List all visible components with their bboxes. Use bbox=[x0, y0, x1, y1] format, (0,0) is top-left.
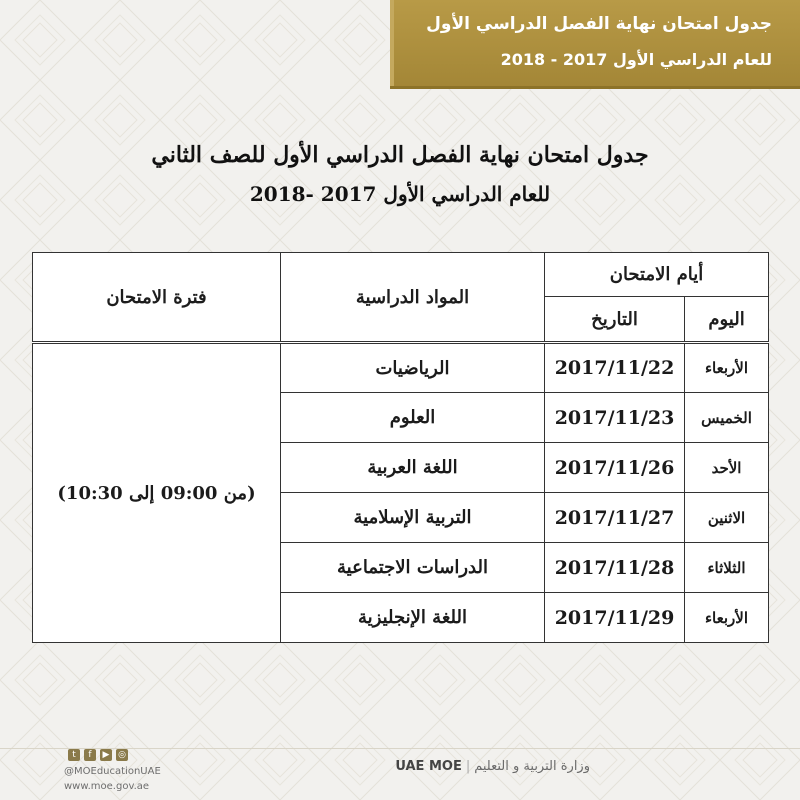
row-day: الأربعاء bbox=[685, 593, 769, 643]
row-date: 2017/11/28 bbox=[545, 543, 685, 593]
exam-schedule-table bbox=[32, 252, 769, 643]
header-subjects: المواد الدراسية bbox=[281, 253, 545, 343]
exam-period-value: (من 09:00 إلى 10:30) bbox=[57, 482, 256, 504]
row-day: الاثنين bbox=[685, 493, 769, 543]
row-subject: اللغة الإنجليزية bbox=[281, 593, 545, 643]
website-link[interactable]: www.moe.gov.ae bbox=[64, 781, 150, 792]
social-links bbox=[68, 749, 128, 761]
banner-subtitle: للعام الدراسي الأول 2017 - 2018 bbox=[500, 50, 772, 69]
youtube-icon[interactable]: ▶ bbox=[100, 749, 112, 761]
instagram-icon[interactable]: ◎ bbox=[116, 749, 128, 761]
row-date: 2017/11/29 bbox=[545, 593, 685, 643]
row-subject: التربية الإسلامية bbox=[281, 493, 545, 543]
header-exam-days: أيام الامتحان bbox=[545, 253, 769, 297]
social-handle[interactable]: @MOEducationUAE bbox=[64, 766, 161, 777]
row-day: الثلاثاء bbox=[685, 543, 769, 593]
row-day: الأحد bbox=[685, 443, 769, 493]
row-subject: اللغة العربية bbox=[281, 443, 545, 493]
header-day: اليوم bbox=[685, 297, 769, 343]
header-banner bbox=[390, 0, 800, 88]
exam-period-cell bbox=[33, 343, 281, 643]
row-date: 2017/11/22 bbox=[545, 343, 685, 393]
banner-divider bbox=[390, 86, 800, 89]
header-date: التاريخ bbox=[545, 297, 685, 343]
brand-separator: | bbox=[465, 759, 471, 774]
row-date: 2017/11/26 bbox=[545, 443, 685, 493]
row-subject: الدراسات الاجتماعية bbox=[281, 543, 545, 593]
header-period: فترة الامتحان bbox=[33, 253, 281, 343]
row-day: الخميس bbox=[685, 393, 769, 443]
row-date: 2017/11/23 bbox=[545, 393, 685, 443]
page-title: جدول امتحان نهاية الفصل الدراسي الأول للصف الثاني bbox=[151, 142, 649, 168]
row-subject: العلوم bbox=[281, 393, 545, 443]
banner-title: جدول امتحان نهاية الفصل الدراسي الأول bbox=[426, 14, 772, 34]
ministry-brand bbox=[395, 759, 590, 774]
row-date: 2017/11/27 bbox=[545, 493, 685, 543]
moe-logo-text: UAE MOE bbox=[395, 759, 462, 774]
banner-accent bbox=[390, 0, 394, 88]
row-subject: الرياضيات bbox=[281, 343, 545, 393]
facebook-icon[interactable]: f bbox=[84, 749, 96, 761]
ministry-name: وزارة التربية و التعليم bbox=[474, 759, 590, 774]
table-row bbox=[33, 343, 769, 393]
twitter-icon[interactable]: t bbox=[68, 749, 80, 761]
row-day: الأربعاء bbox=[685, 343, 769, 393]
page-subtitle: للعام الدراسي الأول 2017 -2018 bbox=[249, 182, 551, 206]
